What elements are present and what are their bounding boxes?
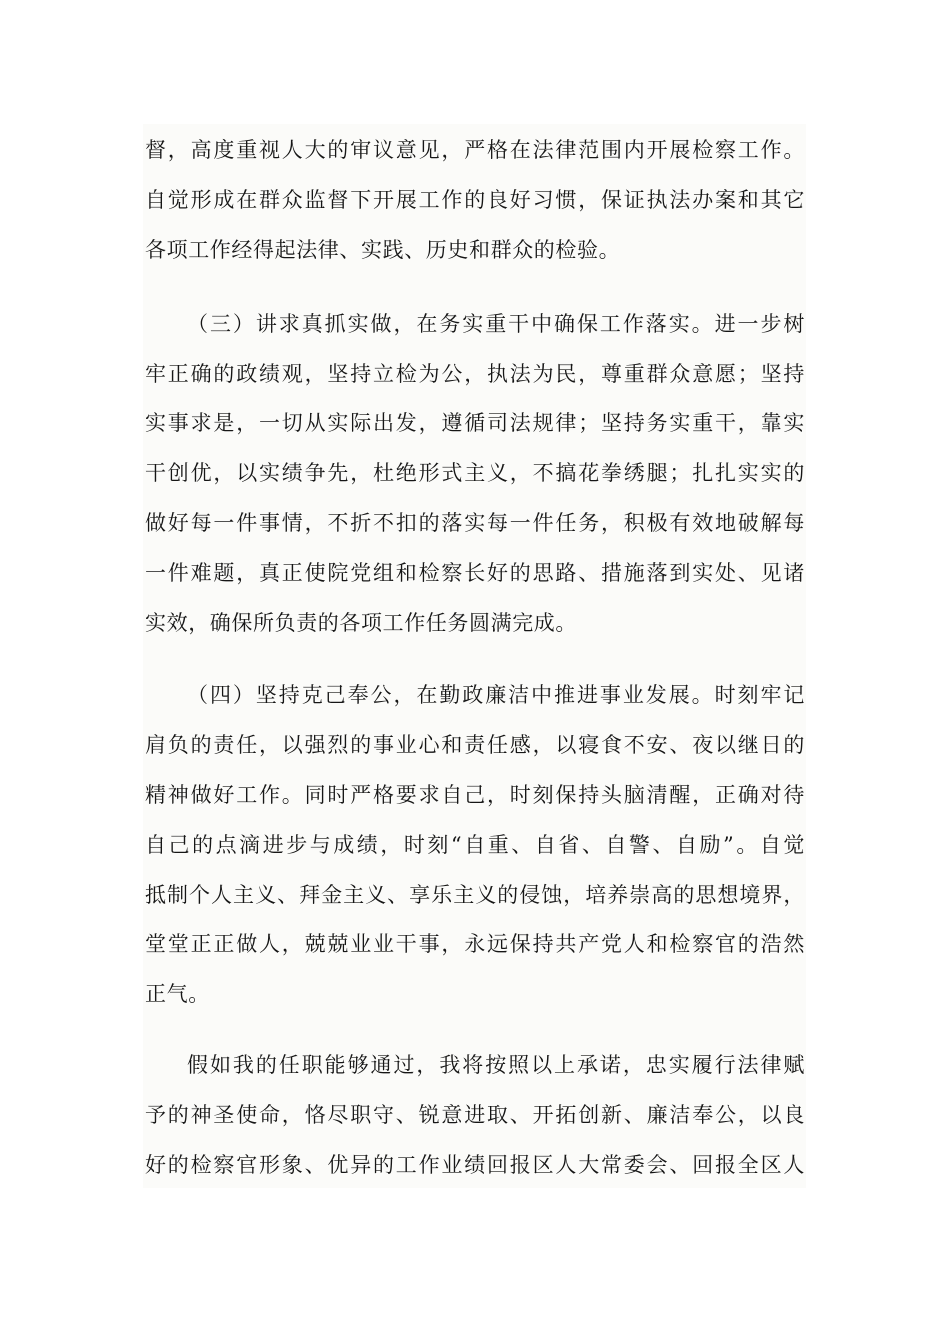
paragraph-2-line-3: 实事求是，一切从实际出发，遵循司法规律；坚持务实重干，靠实 (145, 411, 805, 435)
paragraph-2-line-7: 实效，确保所负责的各项工作任务圆满完成。 (145, 611, 577, 635)
paragraph-2-line-1: （三）讲求真抓实做，在务实重干中确保工作落实。进一步树 (187, 312, 805, 336)
paragraph-1-line-1: 督，高度重视人大的审议意见，严格在法律范围内开展检察工作。 (145, 138, 805, 162)
paragraph-3-line-5: 抵制个人主义、拜金主义、享乐主义的侵蚀，培养崇高的思想境界， (145, 883, 805, 907)
paragraph-2-line-6: 一件难题，真正使院党组和检察长好的思路、措施落到实处、见诸 (145, 561, 805, 585)
paragraph-1-line-2: 自觉形成在群众监督下开展工作的良好习惯，保证执法办案和其它 (145, 188, 805, 212)
paragraph-4-line-1: 假如我的任职能够通过，我将按照以上承诺，忠实履行法律赋 (187, 1053, 805, 1077)
paragraph-2-line-2: 牢正确的政绩观，坚持立检为公，执法为民，尊重群众意愿；坚持 (145, 362, 805, 386)
paragraph-3-line-6: 堂堂正正做人，兢兢业业干事，永远保持共产党人和检察官的浩然 (145, 932, 805, 956)
text-body (143, 124, 806, 1188)
paragraph-3-line-2: 肩负的责任，以强烈的事业心和责任感，以寝食不安、夜以继日的 (145, 733, 805, 757)
paragraph-1-line-3: 各项工作经得起法律、实践、历史和群众的检验。 (145, 238, 621, 262)
paragraph-3-line-3: 精神做好工作。同时严格要求自己，时刻保持头脑清醒，正确对待 (145, 783, 805, 807)
paragraph-3-line-4: 自己的点滴进步与成绩，时刻“自重、自省、自警、自励”。自觉 (145, 833, 805, 857)
paragraph-3-line-7: 正气。 (145, 982, 210, 1006)
paragraph-3-line-1: （四）坚持克己奉公，在勤政廉洁中推进事业发展。时刻牢记 (187, 683, 805, 707)
paragraph-4-line-3: 好的检察官形象、优异的工作业绩回报区人大常委会、回报全区人 (145, 1153, 805, 1177)
paragraph-4-line-2: 予的神圣使命，恪尽职守、锐意进取、开拓创新、廉洁奉公，以良 (145, 1103, 805, 1127)
paragraph-2-line-5: 做好每一件事情，不折不扣的落实每一件任务，积极有效地破解每 (145, 511, 805, 535)
paragraph-2-line-4: 干创优，以实绩争先，杜绝形式主义，不搞花拳绣腿；扎扎实实的 (145, 461, 805, 485)
